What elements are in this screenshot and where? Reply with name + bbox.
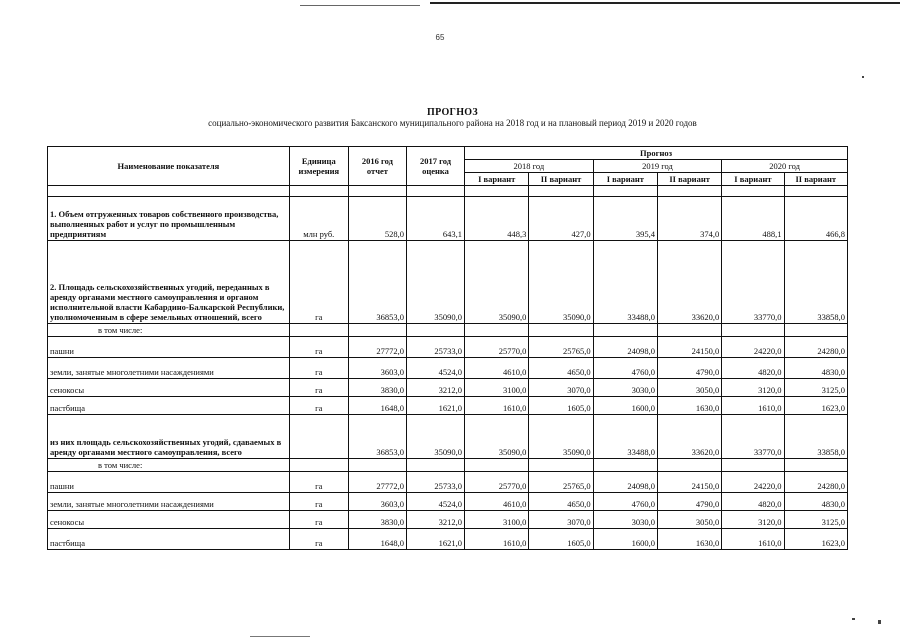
- table-row: [48, 529, 848, 550]
- cell-2018-v1: 1610,0: [465, 397, 529, 415]
- cell-2020-v1: 33770,0: [722, 415, 784, 459]
- cell-2018-v2: 3070,0: [529, 511, 593, 529]
- forecast-table: [47, 146, 848, 550]
- cell-2020-v2: 4830,0: [784, 358, 847, 379]
- header-unit: Единица измерения: [289, 147, 348, 186]
- row-unit: га: [289, 358, 348, 379]
- scan-artifact-line: [300, 5, 420, 6]
- scan-speck: [878, 620, 881, 624]
- row-unit: га: [289, 472, 348, 493]
- row-name: сенокосы: [48, 511, 290, 529]
- cell-2016: 36853,0: [348, 241, 406, 324]
- header-variant-2: II вариант: [657, 173, 721, 186]
- cell-2018-v1: 3100,0: [465, 379, 529, 397]
- table-row: [48, 337, 848, 358]
- row-name: в том числе:: [48, 324, 290, 337]
- cell-2019-v1: 1600,0: [593, 397, 657, 415]
- row-name: земли, занятые многолетними насаждениями: [48, 358, 290, 379]
- row-name: пашни: [48, 472, 290, 493]
- cell-2018-v1: 3100,0: [465, 511, 529, 529]
- table-row: [48, 379, 848, 397]
- scan-artifact-line: [250, 636, 310, 637]
- cell-2016: 528,0: [348, 197, 406, 241]
- table-row: [48, 415, 848, 459]
- cell-2017: 643,1: [406, 197, 464, 241]
- cell-2020-v1: 24220,0: [722, 472, 784, 493]
- table-row: [48, 324, 848, 337]
- cell-2019-v2: 24150,0: [657, 472, 721, 493]
- cell-2020-v2: 33858,0: [784, 241, 847, 324]
- cell-2018-v1: 35090,0: [465, 415, 529, 459]
- cell-2018-v1: 25770,0: [465, 472, 529, 493]
- table-row: [48, 493, 848, 511]
- table-row: [48, 459, 848, 472]
- cell-2019-v1: 1600,0: [593, 529, 657, 550]
- row-unit: га: [289, 337, 348, 358]
- cell-2019-v1: 24098,0: [593, 337, 657, 358]
- cell-2019-v1: 3030,0: [593, 379, 657, 397]
- row-name: пастбища: [48, 529, 290, 550]
- cell-2018-v1: 4610,0: [465, 358, 529, 379]
- cell-2019-v2: 33620,0: [657, 241, 721, 324]
- cell-2020-v2: 4830,0: [784, 493, 847, 511]
- table-row: [48, 358, 848, 379]
- cell-2020-v1: 1610,0: [722, 529, 784, 550]
- row-name: пашни: [48, 337, 290, 358]
- row-name: в том числе:: [48, 459, 290, 472]
- cell-2020-v2: 24280,0: [784, 337, 847, 358]
- cell-2019-v2: 374,0: [657, 197, 721, 241]
- cell-2016: 27772,0: [348, 337, 406, 358]
- row-name: сенокосы: [48, 379, 290, 397]
- cell-2018-v2: 25765,0: [529, 337, 593, 358]
- header-variant-2: II вариант: [529, 173, 593, 186]
- cell-2016: 36853,0: [348, 415, 406, 459]
- cell-2019-v2: 1630,0: [657, 397, 721, 415]
- cell-2016: 3603,0: [348, 493, 406, 511]
- header-variant-1: I вариант: [593, 173, 657, 186]
- row-unit: [289, 415, 348, 459]
- cell-2020-v1: 4820,0: [722, 358, 784, 379]
- cell-2018-v2: 427,0: [529, 197, 593, 241]
- cell-2016: 1648,0: [348, 529, 406, 550]
- cell-2020-v1: 488,1: [722, 197, 784, 241]
- cell-2019-v2: 24150,0: [657, 337, 721, 358]
- header-forecast: Прогноз: [465, 147, 848, 160]
- cell-2020-v2: 24280,0: [784, 472, 847, 493]
- row-name: пастбища: [48, 397, 290, 415]
- cell-2018-v2: 35090,0: [529, 415, 593, 459]
- cell-2020-v2: 3125,0: [784, 511, 847, 529]
- table-row: [48, 511, 848, 529]
- cell-2019-v1: 395,4: [593, 197, 657, 241]
- document-subtitle: социально-экономического развития Баксанского муниципального района на 2018 год и на плановый период 2019 и 2020 годов: [208, 118, 697, 128]
- row-unit: га: [289, 493, 348, 511]
- row-unit: га: [289, 397, 348, 415]
- cell-2020-v1: 1610,0: [722, 397, 784, 415]
- cell-2016: 3830,0: [348, 511, 406, 529]
- cell-2020-v2: 1623,0: [784, 529, 847, 550]
- cell-2017: 35090,0: [406, 241, 464, 324]
- cell-2020-v2: 33858,0: [784, 415, 847, 459]
- cell-2020-v1: 4820,0: [722, 493, 784, 511]
- header-2017: 2017 год оценка: [406, 147, 464, 186]
- cell-2018-v1: 25770,0: [465, 337, 529, 358]
- cell-2016: 1648,0: [348, 397, 406, 415]
- cell-2017: 1621,0: [406, 529, 464, 550]
- cell-2017: 1621,0: [406, 397, 464, 415]
- scan-artifact-line: [430, 2, 900, 4]
- cell-2019-v2: 4790,0: [657, 493, 721, 511]
- row-unit: га: [289, 379, 348, 397]
- scan-speck: [852, 618, 855, 620]
- cell-2020-v1: 3120,0: [722, 379, 784, 397]
- cell-2018-v1: 1610,0: [465, 529, 529, 550]
- cell-2018-v2: 35090,0: [529, 241, 593, 324]
- cell-2019-v1: 3030,0: [593, 511, 657, 529]
- cell-2019-v2: 3050,0: [657, 379, 721, 397]
- row-name: 2. Площадь сельскохозяйственных угодий, переданных в аренду органами местного самоуправления и органом исполнительной власти Кабардино-Балкарской Республики, уполномоченным в сфере земельных отношений, всего: [48, 241, 290, 324]
- cell-2019-v1: 33488,0: [593, 241, 657, 324]
- cell-2020-v1: 24220,0: [722, 337, 784, 358]
- cell-2019-v2: 3050,0: [657, 511, 721, 529]
- cell-2018-v1: 448,3: [465, 197, 529, 241]
- cell-2019-v2: 4790,0: [657, 358, 721, 379]
- cell-2018-v2: 25765,0: [529, 472, 593, 493]
- row-name: земли, занятые многолетними насаждениями: [48, 493, 290, 511]
- document-title: ПРОГНОЗ: [427, 107, 478, 118]
- cell-2016: 3603,0: [348, 358, 406, 379]
- table-row: [48, 397, 848, 415]
- cell-2017: 25733,0: [406, 337, 464, 358]
- table-row: [48, 472, 848, 493]
- cell-2018-v2: 4650,0: [529, 358, 593, 379]
- cell-2019-v1: 24098,0: [593, 472, 657, 493]
- cell-2019-v1: 4760,0: [593, 493, 657, 511]
- cell-2019-v1: 33488,0: [593, 415, 657, 459]
- header-2018: 2018 год: [465, 160, 594, 173]
- header-variant-2: II вариант: [784, 173, 847, 186]
- cell-2019-v1: 4760,0: [593, 358, 657, 379]
- row-unit: га: [289, 511, 348, 529]
- cell-2018-v1: 35090,0: [465, 241, 529, 324]
- row-name: 1. Объем отгруженных товаров собственного производства, выполненных работ и услуг по промышленным предприятиям: [48, 197, 290, 241]
- page-number: 65: [435, 33, 445, 42]
- cell-2020-v2: 3125,0: [784, 379, 847, 397]
- header-variant-1: I вариант: [722, 173, 784, 186]
- header-2016: 2016 год отчет: [348, 147, 406, 186]
- table-row: [48, 197, 848, 241]
- cell-2020-v1: 33770,0: [722, 241, 784, 324]
- header-2020: 2020 год: [722, 160, 848, 173]
- scan-speck: [862, 76, 864, 78]
- row-name: из них площадь сельскохозяйственных угодий, сдаваемых в аренду органами местного самоуправления, всего: [48, 415, 290, 459]
- cell-2017: 4524,0: [406, 493, 464, 511]
- cell-2016: 3830,0: [348, 379, 406, 397]
- cell-2017: 3212,0: [406, 379, 464, 397]
- header-variant-1: I вариант: [465, 173, 529, 186]
- cell-2018-v2: 4650,0: [529, 493, 593, 511]
- header-2019: 2019 год: [593, 160, 722, 173]
- cell-2020-v1: 3120,0: [722, 511, 784, 529]
- cell-2020-v2: 1623,0: [784, 397, 847, 415]
- cell-2018-v2: 1605,0: [529, 397, 593, 415]
- cell-2017: 4524,0: [406, 358, 464, 379]
- cell-2017: 25733,0: [406, 472, 464, 493]
- cell-2019-v2: 33620,0: [657, 415, 721, 459]
- row-unit: га: [289, 241, 348, 324]
- row-unit: га: [289, 529, 348, 550]
- cell-2016: 27772,0: [348, 472, 406, 493]
- cell-2017: 3212,0: [406, 511, 464, 529]
- cell-2019-v2: 1630,0: [657, 529, 721, 550]
- header-name: Наименование показателя: [48, 147, 290, 186]
- cell-2020-v2: 466,8: [784, 197, 847, 241]
- cell-2018-v1: 4610,0: [465, 493, 529, 511]
- cell-2018-v2: 3070,0: [529, 379, 593, 397]
- cell-2017: 35090,0: [406, 415, 464, 459]
- row-unit: млн руб.: [289, 197, 348, 241]
- cell-2018-v2: 1605,0: [529, 529, 593, 550]
- table-row: [48, 241, 848, 324]
